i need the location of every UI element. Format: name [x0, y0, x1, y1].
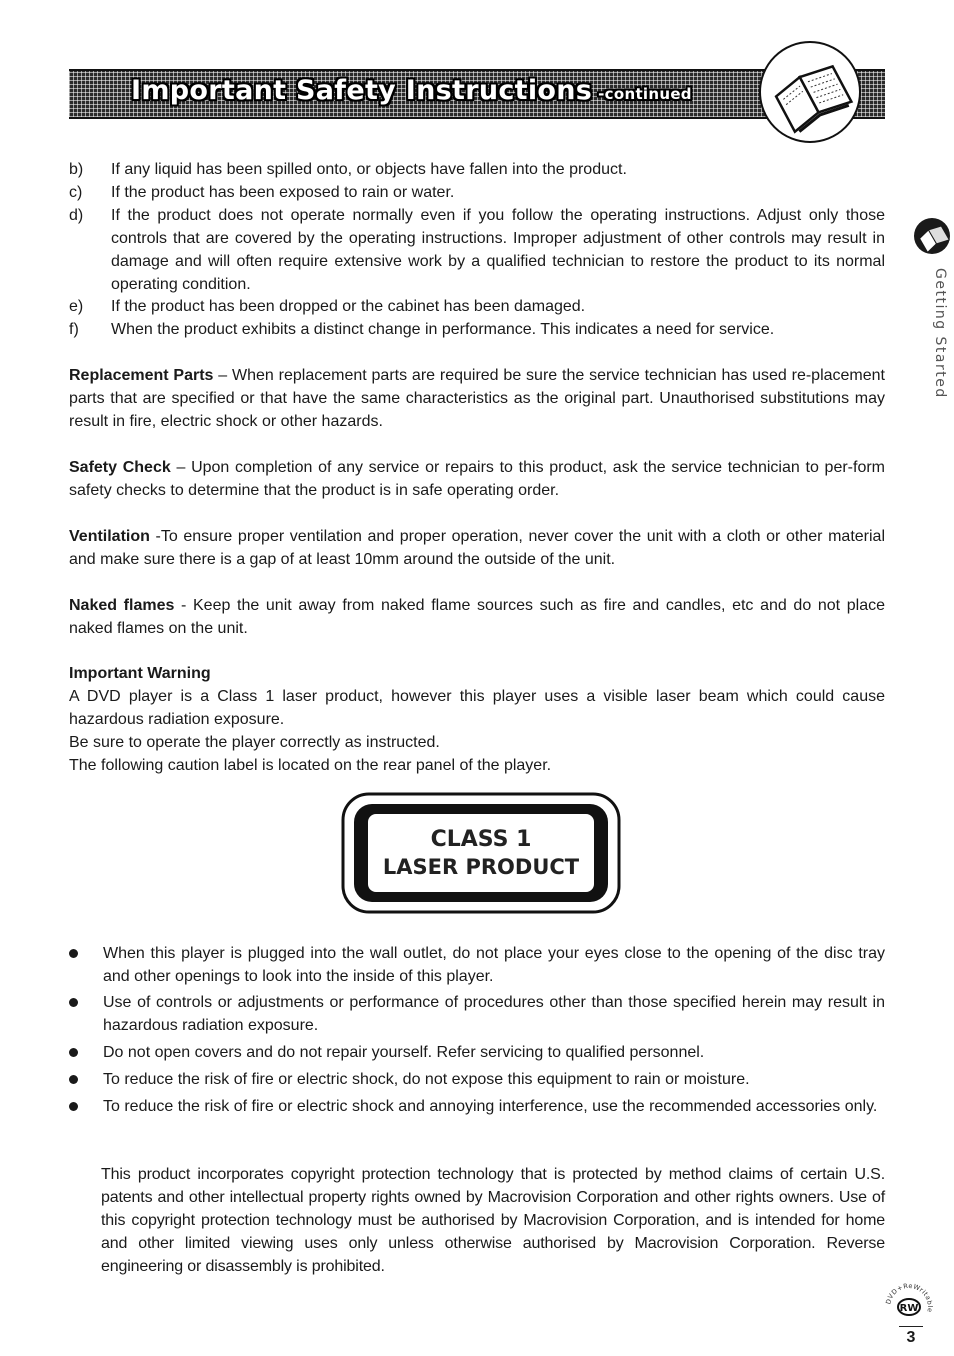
replacement-parts-section — [69, 364, 885, 433]
safety-check-section — [69, 456, 885, 502]
list-text: If the product has been exposed to rain or water. — [111, 184, 455, 201]
page-subtitle: -continued — [598, 85, 692, 103]
bullet-icon — [69, 1048, 78, 1057]
page-title-text: Important Safety Instructions — [131, 75, 593, 106]
svg-text:RW: RW — [899, 1303, 919, 1314]
list-item — [69, 1068, 885, 1091]
safety-check-text: – Upon completion of any service or repairs to this product, ask the service technician to per-form safety checks to determine that the product is in safe operating order. — [69, 459, 886, 499]
list-item — [69, 1095, 885, 1118]
replacement-parts-heading: Replacement Parts — [69, 367, 214, 384]
bullet-icon — [69, 1075, 78, 1084]
list-item — [69, 204, 885, 296]
list-text: If the product does not operate normally even if you follow the operating instructions. Adjust only those controls that are covered by the operating instructions. Improper adjustment of other controls may result in damage and will often require extensive work by a qualified technician to restore the product to its normal operating condition. — [111, 207, 885, 293]
important-warning-section — [69, 662, 885, 777]
laser-label-line-2: LASER PRODUCT — [382, 855, 580, 879]
page-number: 3 — [899, 1326, 923, 1347]
laser-label-line-1: CLASS 1 — [430, 827, 532, 852]
list-text: If any liquid has been spilled onto, or objects have fallen into the product. — [111, 161, 627, 178]
dvd-rw-logo — [884, 1282, 934, 1332]
safety-check-heading: Safety Check — [69, 459, 171, 476]
bullet-text: Use of controls or adjustments or performance of procedures other than those specified herein may result in hazardous radiation exposure. — [103, 994, 885, 1034]
page-title — [131, 75, 692, 106]
replacement-parts-text: – When replacement parts are required be sure the service technician has used re-placement parts that are specified or that have the same characteristics as the original part. Unauthorised substitutions may result in fire, electric shock or other hazards. — [69, 367, 885, 430]
naked-flames-text: - Keep the unit away from naked flame sources such as fire and candles, etc and do not place naked flames on the unit. — [69, 597, 886, 637]
naked-flames-heading: Naked flames — [69, 597, 175, 614]
ventilation-section — [69, 525, 885, 571]
naked-flames-section — [69, 594, 885, 640]
ventilation-heading: Ventilation — [69, 528, 150, 545]
warning-line-3: The following caution label is located on the rear panel of the player. — [69, 757, 552, 774]
list-item — [69, 318, 885, 341]
bullet-text: To reduce the risk of fire or electric shock and annoying interference, use the recommended accessories only. — [103, 1098, 878, 1115]
list-marker: f) — [69, 321, 79, 338]
list-item — [69, 181, 885, 204]
bullet-icon — [69, 1102, 78, 1111]
warning-line-1: A DVD player is a Class 1 laser product, however this player uses a visible laser beam which could cause hazardous radiation exposure. — [69, 688, 885, 728]
list-item — [69, 942, 885, 988]
svg-text:DVD+ReWritable: DVD+ReWritable — [884, 1282, 934, 1314]
list-item — [69, 991, 885, 1037]
list-text: When the product exhibits a distinct change in performance. This indicates a need for service. — [111, 321, 775, 338]
list-marker: c) — [69, 184, 83, 201]
list-marker: d) — [69, 207, 84, 224]
bullet-icon — [69, 949, 78, 958]
class-1-laser-label — [341, 792, 621, 914]
bullet-text: Do not open covers and do not repair yourself. Refer servicing to qualified personnel. — [103, 1044, 705, 1061]
list-marker: e) — [69, 298, 84, 315]
bullet-text: To reduce the risk of fire or electric shock, do not expose this equipment to rain or moisture. — [103, 1071, 750, 1088]
copyright-notice: This product incorporates copyright protection technology that is protected by method claims of certain U.S. patents and other intellectual property rights owned by Macrovision Corporation and other rights owners. Use of this copyright protection technology must be authorised by Macrovision Corporation, and is intended for home and other limited viewing uses only unless otherwise authorised by Macrovision Corporation. Reverse engineering or disassembly is prohibited. — [101, 1166, 885, 1275]
important-warning-heading: Important Warning — [69, 665, 211, 682]
list-item — [69, 158, 885, 181]
list-text: If the product has been dropped or the cabinet has been damaged. — [111, 298, 586, 315]
ventilation-text: -To ensure proper ventilation and proper operation, never cover the unit with a cloth or other material and make sure there is a gap of at least 10mm around the outside of the unit. — [69, 528, 885, 568]
warning-line-2: Be sure to operate the player correctly as instructed. — [69, 734, 440, 751]
side-tab-label: Getting Started — [932, 268, 948, 399]
list-item — [69, 295, 885, 318]
bullet-icon — [69, 998, 78, 1007]
open-book-icon — [758, 40, 862, 144]
list-item — [69, 1041, 885, 1064]
book-tab-icon — [912, 216, 952, 256]
bullet-text: When this player is plugged into the wall outlet, do not place your eyes close to the opening of the disc tray and other openings to look into the inside of this player. — [103, 945, 885, 985]
list-marker: b) — [69, 161, 84, 178]
